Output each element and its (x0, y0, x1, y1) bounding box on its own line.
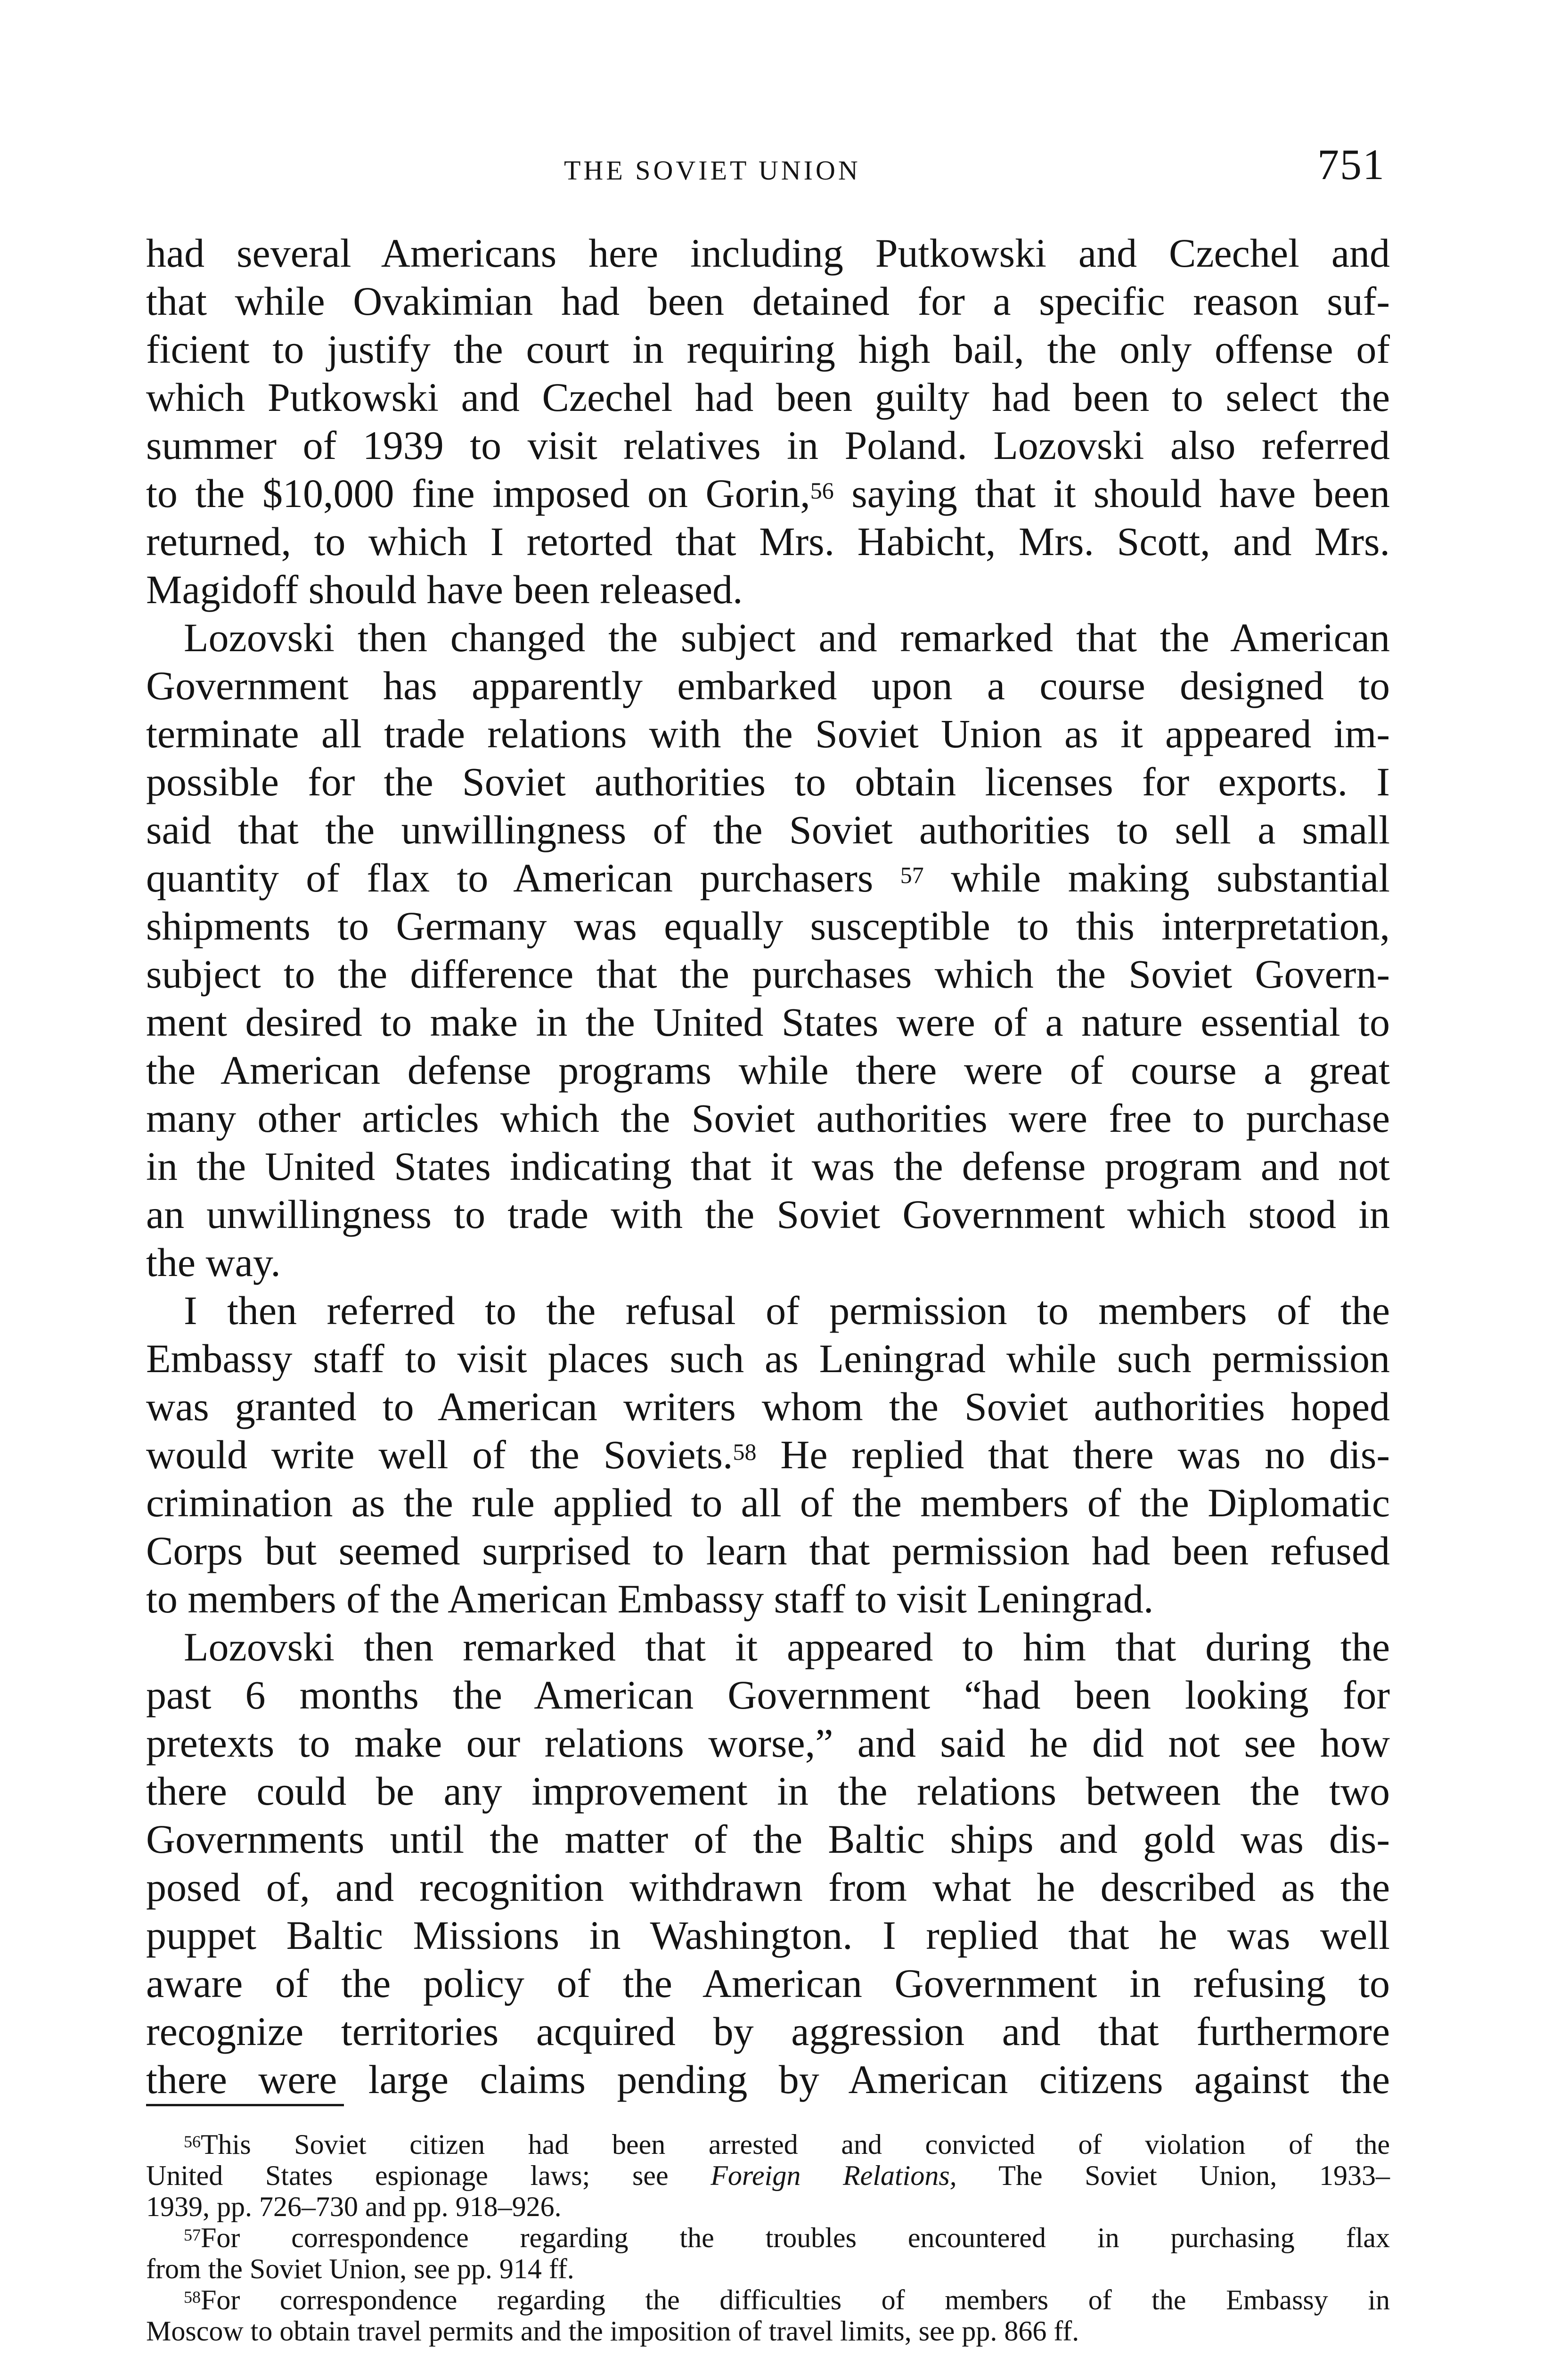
footnotes (146, 2129, 1390, 2347)
text-line: posed of, and recognition withdrawn from what he described as the (146, 1865, 1390, 1910)
text-line: ficient to justify the court in requiring high bail, the only offense of (146, 327, 1390, 372)
footnote-line: from the Soviet Union, see pp. 914 ff. (146, 2253, 574, 2284)
text-line: to members of the American Embassy staff to visit Leningrad. (146, 1576, 1154, 1621)
text-line: in the United States indicating that it was the defense program and not (146, 1144, 1390, 1189)
text-line: I then referred to the refusal of permission to members of the (184, 1288, 1390, 1333)
text-line: said that the unwillingness of the Soviet authorities to sell a small (146, 807, 1390, 852)
text-line: returned, to which I retorted that Mrs. Habicht, Mrs. Scott, and Mrs. (146, 519, 1390, 564)
text-line: crimination as the rule applied to all of the members of the Diplomatic (146, 1480, 1390, 1525)
text-line: shipments to Germany was equally susceptible to this interpretation, (146, 903, 1390, 949)
text-segment: For correspondence regarding the troubles encountered in purchasing flax (201, 2222, 1390, 2253)
text-line: ment desired to make in the United States were of a nature essential to (146, 999, 1390, 1045)
running-title: THE SOVIET UNION (564, 155, 861, 186)
text-line: that while Ovakimian had been detained for a specific reason suf- (146, 278, 1390, 324)
text-line: Corps but seemed surprised to learn that permission had been refused (146, 1528, 1390, 1573)
text-line: puppet Baltic Missions in Washington. I replied that he was well (146, 1913, 1390, 1958)
footnote-mark-57: 57 (184, 2225, 201, 2244)
footnote-rule (146, 2104, 344, 2106)
text-line: the American defense programs while there were of course a great (146, 1047, 1390, 1093)
text-segment: United States espionage laws; see (146, 2160, 711, 2191)
page-number: 751 (1317, 140, 1385, 188)
text-line: Magidoff should have been released. (146, 567, 743, 612)
text-line: Governments until the matter of the Baltic ships and gold was dis- (146, 1816, 1390, 1862)
text-segment: He replied that there was no dis- (756, 1432, 1390, 1477)
text-line: Embassy staff to visit places such as Leningrad while such permission (146, 1336, 1390, 1381)
text-segment: saying that it should have been (833, 471, 1390, 516)
text-segment: to the $10,000 fine imposed on Gorin, (146, 471, 810, 516)
footnote-ref-56: 56 (810, 477, 834, 504)
footnote-ref-57: 57 (900, 862, 924, 888)
text-line: possible for the Soviet authorities to obtain licenses for exports. I (146, 759, 1390, 804)
text-segment: The Soviet Union, 1933– (956, 2160, 1390, 2191)
text-line: past 6 months the American Government “had been looking for (146, 1672, 1390, 1718)
text-line: subject to the difference that the purchases which the Soviet Govern- (146, 951, 1390, 997)
text-line (146, 854, 1390, 902)
text-segment: This Soviet citizen had been arrested and convicted of violation of the (201, 2129, 1390, 2160)
text-segment: quantity of flax to American purchasers (146, 855, 900, 900)
text-line: summer of 1939 to visit relatives in Poland. Lozovski also referred (146, 423, 1390, 468)
italic-title: Foreign Relations, (710, 2160, 957, 2191)
text-line: recognize territories acquired by aggression and that furthermore (146, 2009, 1390, 2054)
text-line: pretexts to make our relations worse,” and said he did not see how (146, 1720, 1390, 1766)
text-segment: would write well of the Soviets. (146, 1432, 733, 1477)
footnote-ref-58: 58 (733, 1439, 757, 1465)
text-line: terminate all trade relations with the Soviet Union as it appeared im- (146, 711, 1390, 756)
text-line: there were large claims pending by American citizens against the (146, 2057, 1390, 2102)
footnote-mark-58: 58 (184, 2288, 201, 2307)
text-line: there could be any improvement in the relations between the two (146, 1768, 1390, 1814)
text-line: was granted to American writers whom the Soviet authorities hoped (146, 1384, 1390, 1429)
text-line: many other articles which the Soviet authorities were free to purchase (146, 1096, 1390, 1141)
text-line: had several Americans here including Putkowski and Czechel and (146, 230, 1390, 276)
footnote-line (146, 2160, 1390, 2191)
text-segment: For correspondence regarding the difficulties of members of the Embassy in (201, 2284, 1390, 2315)
footnote-line: Moscow to obtain travel permits and the imposition of travel limits, see pp. 866 ff. (146, 2315, 1079, 2347)
text-line (146, 1431, 1390, 1479)
footnote-mark-56: 56 (184, 2132, 201, 2151)
footnote-line (146, 2129, 1390, 2160)
text-line: which Putkowski and Czechel had been guilty had been to select the (146, 375, 1390, 420)
text-line: the way. (146, 1240, 281, 1285)
body-text (146, 229, 1390, 2103)
footnote-line (146, 2222, 1390, 2253)
text-line (146, 469, 1390, 517)
text-line: Lozovski then changed the subject and remarked that the American (184, 615, 1390, 660)
footnote-line (146, 2284, 1390, 2315)
text-line: an unwillingness to trade with the Soviet Government which stood in (146, 1192, 1390, 1237)
text-line: aware of the policy of the American Government in refusing to (146, 1961, 1390, 2006)
text-line: Government has apparently embarked upon a course designed to (146, 663, 1390, 708)
text-line: Lozovski then remarked that it appeared to him that during the (184, 1624, 1390, 1669)
footnote-line: 1939, pp. 726–730 and pp. 918–926. (146, 2191, 562, 2222)
text-segment: while making substantial (923, 855, 1390, 900)
